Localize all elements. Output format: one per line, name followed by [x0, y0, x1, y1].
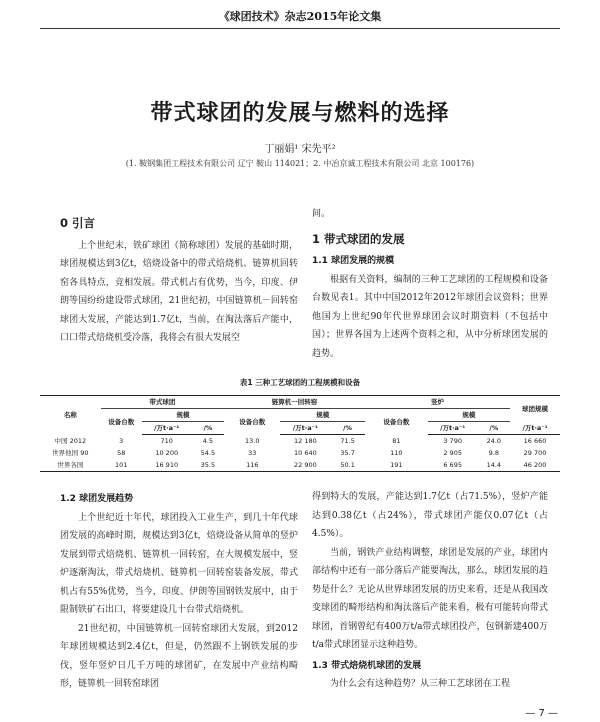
col-shaft-units: 设备台数	[383, 417, 410, 426]
data-table	[40, 395, 560, 472]
cell: 10 200	[155, 449, 179, 457]
cell: 35.5	[192, 459, 225, 472]
cell: 101	[101, 459, 142, 472]
section-heading-1-2: 1.2 球团发展趋势	[60, 494, 134, 504]
section-heading-1-3: 1.3 带式焙烧机球团的发展	[312, 660, 422, 671]
upper-left-column	[60, 208, 298, 348]
col-kiln-scale: 规模	[280, 409, 365, 422]
col-total: 球团规模	[510, 396, 560, 422]
cell: 10 640	[293, 449, 317, 457]
paper-affiliations: (1. 鞍钢集团工程技术有限公司 辽宁 鞍山 114021；2. 中冶京诚工程技术有限公司 北京 100176)	[125, 159, 475, 168]
section-1-1-paragraph: 根据有关资料，编制的三种工艺球团的工程规模和设备台数见表1。其中中国2012年2012年球团会议资料；世界他国为上世纪90年代世界球团会议时期资料（不包括中国）；世界各国为上述两个资料之和，从中分析球团发展的趋势。	[312, 274, 548, 359]
group-shaft: 竖炉	[365, 396, 510, 409]
intro-paragraph-end: 间。	[312, 209, 331, 219]
cell: 35.7	[340, 449, 355, 457]
cell: 9.8	[488, 449, 499, 457]
section-1-2-paragraph-2: 21世纪初，中国链箅机一回转窑球团大发展，到2012年球团规模达到2.4亿t，但是，仍然跟不上钢铁发展的步伐，竖年竖炉日几千万吨的球团矿，在发展中产业结构畸形，链箅机一回转窑球团	[60, 623, 298, 689]
cell: 33	[248, 449, 257, 457]
cell: 46 200	[510, 459, 560, 472]
unit-strand-mt: /万t·a⁻¹	[142, 422, 192, 435]
lower-left-column	[60, 488, 298, 694]
col-strand-scale: 规模	[142, 409, 224, 422]
cell: 191	[365, 459, 428, 472]
cell-name: 世界他国 90	[52, 449, 89, 457]
table-header-row-1	[40, 396, 560, 409]
section-1-3-paragraph: 为什么会有这种趋势？从三种工艺球团在工程	[330, 679, 511, 689]
section-1-2-paragraph-1: 上个世纪近十年代，球团投入工业生产，到几十年代球团发展的高峰时期，规模达到3亿t，焙烧设备从简单的竖炉发展到带式焙烧机、链箅机一回转窑，在大规模发展中，竖炉逐渐淘汰，带式焙烧机、链箅机一回转窑装备发展，带式机占有55%优势，当今，印度、伊朗等国钢铁发展中，由于限制铁矿石出口，将要建设几十台带式焙烧机。	[60, 512, 298, 615]
table-row	[40, 459, 560, 472]
section-heading-1: 1 带式球团的发展	[312, 231, 405, 246]
cell: 14.4	[478, 459, 511, 472]
lower-right-column	[312, 488, 548, 694]
cell: 3	[119, 436, 124, 445]
unit-total-mt: /万t·a⁻¹	[510, 422, 560, 435]
section-heading-intro: 0 引言	[60, 216, 96, 230]
col-kiln-units: 设备台数	[239, 417, 266, 426]
cell: 16 660	[523, 437, 547, 445]
running-header: 《球团技术》杂志2015年论文集	[218, 10, 382, 23]
cell: 71.5	[340, 437, 355, 445]
cell: 12 180	[293, 437, 317, 445]
cell: 16 910	[142, 459, 192, 472]
cell: 4.5	[202, 437, 214, 445]
section-heading-1-1: 1.1 球团发展的规模	[312, 256, 395, 266]
cell: 2 905	[443, 449, 462, 457]
cell-name: 世界各国	[40, 459, 101, 472]
cell: 54.5	[200, 449, 216, 457]
cell: 24.0	[486, 437, 502, 445]
unit-kiln-mt: /万t·a⁻¹	[280, 422, 330, 435]
cell: 3 790	[443, 437, 462, 445]
col-shaft-scale: 规模	[428, 409, 510, 422]
unit-shaft-mt: /万t·a⁻¹	[428, 422, 478, 435]
table-row	[40, 447, 560, 459]
paper-authors: 丁丽娟¹ 宋先平²	[264, 144, 336, 155]
cell: 50.1	[330, 459, 365, 472]
cell: 110	[390, 449, 403, 457]
table-caption: 表1 三种工艺球团的工程规模和设备	[239, 378, 361, 387]
section-1-2-paragraph-3: 当前，钢铁产业结构调整，球团是发展的产业，球团内部结构中还有一部分落后产能要淘汰，那么，球团发展的趋势是什么？无论从世界球团发展的历史来看，还是从我国改变球团的畸形结构和淘汰落后产能来看，极有可能转向带式球团，首钢曾纪有400万t/a带式球团投产，包钢新建400万t/a带式球团显示这种趋势。	[312, 547, 548, 650]
unit-kiln-pct: /%	[330, 422, 365, 435]
cell: 81	[392, 436, 401, 445]
page-number: — 7 —	[525, 708, 558, 719]
col-name: 名称	[40, 396, 101, 435]
intro-paragraph: 上个世纪末，铁矿球团（简称球团）发展的基础时期，球团规模达到3亿t，焙烧设备中的带式焙烧机、链箅机回转窑各具特点，竞相发展。带式机占有优势，当今，印度、伊朗等国纷纷建设带式球团，21世纪初，中国链箅机－回转窑球团大发展，产能达到1.7亿t，当前，在淘汰落后产能中，口口带式焙烧机受冷落，我将会有很大发展空	[60, 240, 298, 343]
cell: 22 900	[280, 459, 330, 472]
cell-name: 中国 2012	[54, 436, 87, 445]
group-strand: 带式球团	[101, 396, 224, 409]
table-row	[40, 435, 560, 448]
cell: 58	[117, 449, 126, 457]
paper-title: 带式球团的发展与燃料的选择	[150, 101, 450, 126]
cell: 6 695	[428, 459, 478, 472]
col-strand-units: 设备台数	[108, 417, 135, 426]
header-rule	[40, 28, 560, 29]
cell: 116	[224, 459, 280, 472]
table-header-row-2	[40, 409, 560, 422]
cell: 13.0	[245, 436, 260, 445]
cell: 29 700	[523, 449, 547, 457]
section-1-2-continued: 得到特大的发展，产能达到1.7亿t（占71.5%），竖炉产能达到0.38亿t（占24%），带式球团产能仅0.07亿t（占4.5%）。	[312, 492, 548, 539]
unit-strand-pct: /%	[192, 422, 225, 435]
upper-right-column	[312, 205, 548, 363]
group-kiln: 链箅机一回转窑	[224, 396, 365, 409]
unit-shaft-pct: /%	[478, 422, 511, 435]
cell: 710	[160, 437, 173, 445]
